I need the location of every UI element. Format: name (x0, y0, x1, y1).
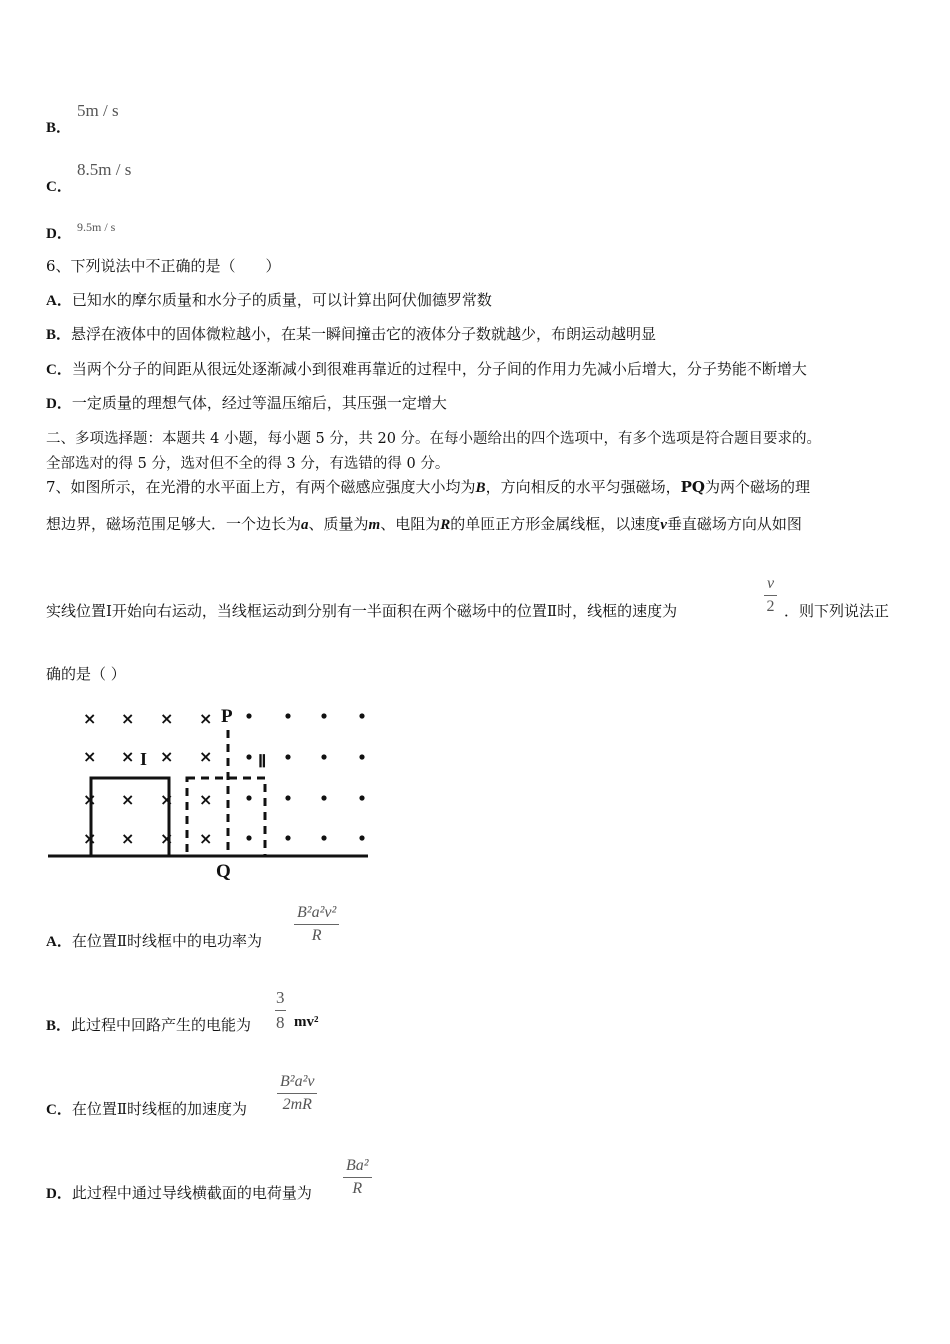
field-dot (246, 713, 251, 718)
option-d-label: D． (46, 226, 72, 242)
q7-speed-fraction: $\frac{v}{2}$ (764, 575, 777, 616)
field-cross: × (83, 829, 97, 848)
option-b-value: 5m / s (77, 101, 119, 120)
q7-option-c-fraction: $\frac{\text{B²a²v}}{2mR}$ (277, 1073, 317, 1114)
q6-stem: 6、下列说法中不正确的是（ ） (46, 257, 281, 275)
q7-option-d-fraction: $\frac{\text{Ba²}}{R}$ (343, 1157, 372, 1198)
field-dot (359, 754, 364, 759)
field-cross: × (83, 790, 97, 809)
magnetic-field-figure (44, 700, 374, 885)
field-cross: × (199, 709, 213, 728)
field-dot (321, 795, 326, 800)
option-d-value: 9.5m / s (77, 220, 116, 234)
label-position-2: Ⅱ (258, 752, 267, 771)
field-dot (246, 795, 251, 800)
q7-option-b-tail: mv² (294, 1014, 319, 1030)
field-cross: × (121, 709, 135, 728)
q7-line3a: 实线位置Ⅰ开始向右运动，当线框运动到分别有一半面积在两个磁场中的位置Ⅱ时，线框的速度为 (46, 602, 678, 620)
q7-option-b-fraction: $\frac{3}{8}$ (276, 988, 285, 1032)
q6-option-d: D．一定质量的理想气体，经过等温压缩后，其压强一定增大 (46, 394, 447, 412)
field-cross: × (199, 829, 213, 848)
q7-option-b: B．此过程中回路产生的电能为 (46, 1016, 252, 1034)
field-dot (285, 713, 290, 718)
q7-line1: 7、如图所示，在光滑的水平面上方，有两个磁感应强度大小均为B，方向相反的水平匀强磁场，PQ为两个磁场的理 (46, 478, 810, 496)
field-dot (285, 835, 290, 840)
field-cross: × (199, 790, 213, 809)
field-cross: × (83, 747, 97, 766)
field-dot (359, 713, 364, 718)
field-cross: × (83, 709, 97, 728)
field-dot (359, 835, 364, 840)
field-cross: × (160, 709, 174, 728)
q7-line3b: ．则下列说法正 (784, 602, 890, 620)
q7-line2: 想边界，磁场范围足够大．一个边长为a、质量为m、电阻为R的单匝正方形金属线框，以速度v垂直磁场方向从如图 (46, 515, 802, 533)
field-cross: × (121, 829, 135, 848)
field-cross: × (160, 747, 174, 766)
q6-option-a: A．已知水的摩尔质量和水分子的质量，可以计算出阿伏伽德罗常数 (46, 291, 492, 309)
q7-option-d: D．此过程中通过导线横截面的电荷量为 (46, 1184, 312, 1202)
label-position-1: I (140, 749, 148, 769)
label-p: P (221, 706, 233, 727)
field-dot (321, 835, 326, 840)
q7-option-c: C．在位置Ⅱ时线框的加速度为 (46, 1100, 248, 1118)
field-cross: × (160, 829, 174, 848)
field-cross: × (199, 747, 213, 766)
field-dot (359, 795, 364, 800)
q7-option-a: A．在位置Ⅱ时线框中的电功率为 (46, 932, 263, 950)
label-q: Q (216, 861, 231, 882)
field-cross: × (121, 747, 135, 766)
field-dot (246, 835, 251, 840)
q7-line4: 确的是（ ） (46, 665, 126, 683)
field-cross: × (121, 790, 135, 809)
option-b-label: B． (46, 120, 72, 136)
field-dot (321, 713, 326, 718)
q7-option-a-fraction: $\frac{\text{B²a²v²}}{R}$ (294, 904, 339, 945)
field-cross: × (160, 790, 174, 809)
field-dot (321, 754, 326, 759)
field-dot (285, 795, 290, 800)
q6-option-c: C．当两个分子的间距从很远处逐渐减小到很难再靠近的过程中，分子间的作用力先减小后增大，分子势能不断增大 (46, 360, 807, 378)
section2-line2: 全部选对的得 5 分，选对但不全的得 3 分，有选错的得 0 分。 (46, 456, 450, 472)
option-c-value: 8.5m / s (77, 160, 132, 179)
q6-option-b: B．悬浮在液体中的固体微粒越小，在某一瞬间撞击它的液体分子数就越少，布朗运动越明显 (46, 325, 657, 343)
field-dot (285, 754, 290, 759)
option-c-label: C． (46, 179, 72, 195)
field-dot (246, 754, 251, 759)
section2-line1: 二、多项选择题：本题共 4 小题，每小题 5 分，共 20 分。在每小题给出的四个选项中，有多个选项是符合题目要求的。 (46, 431, 822, 447)
